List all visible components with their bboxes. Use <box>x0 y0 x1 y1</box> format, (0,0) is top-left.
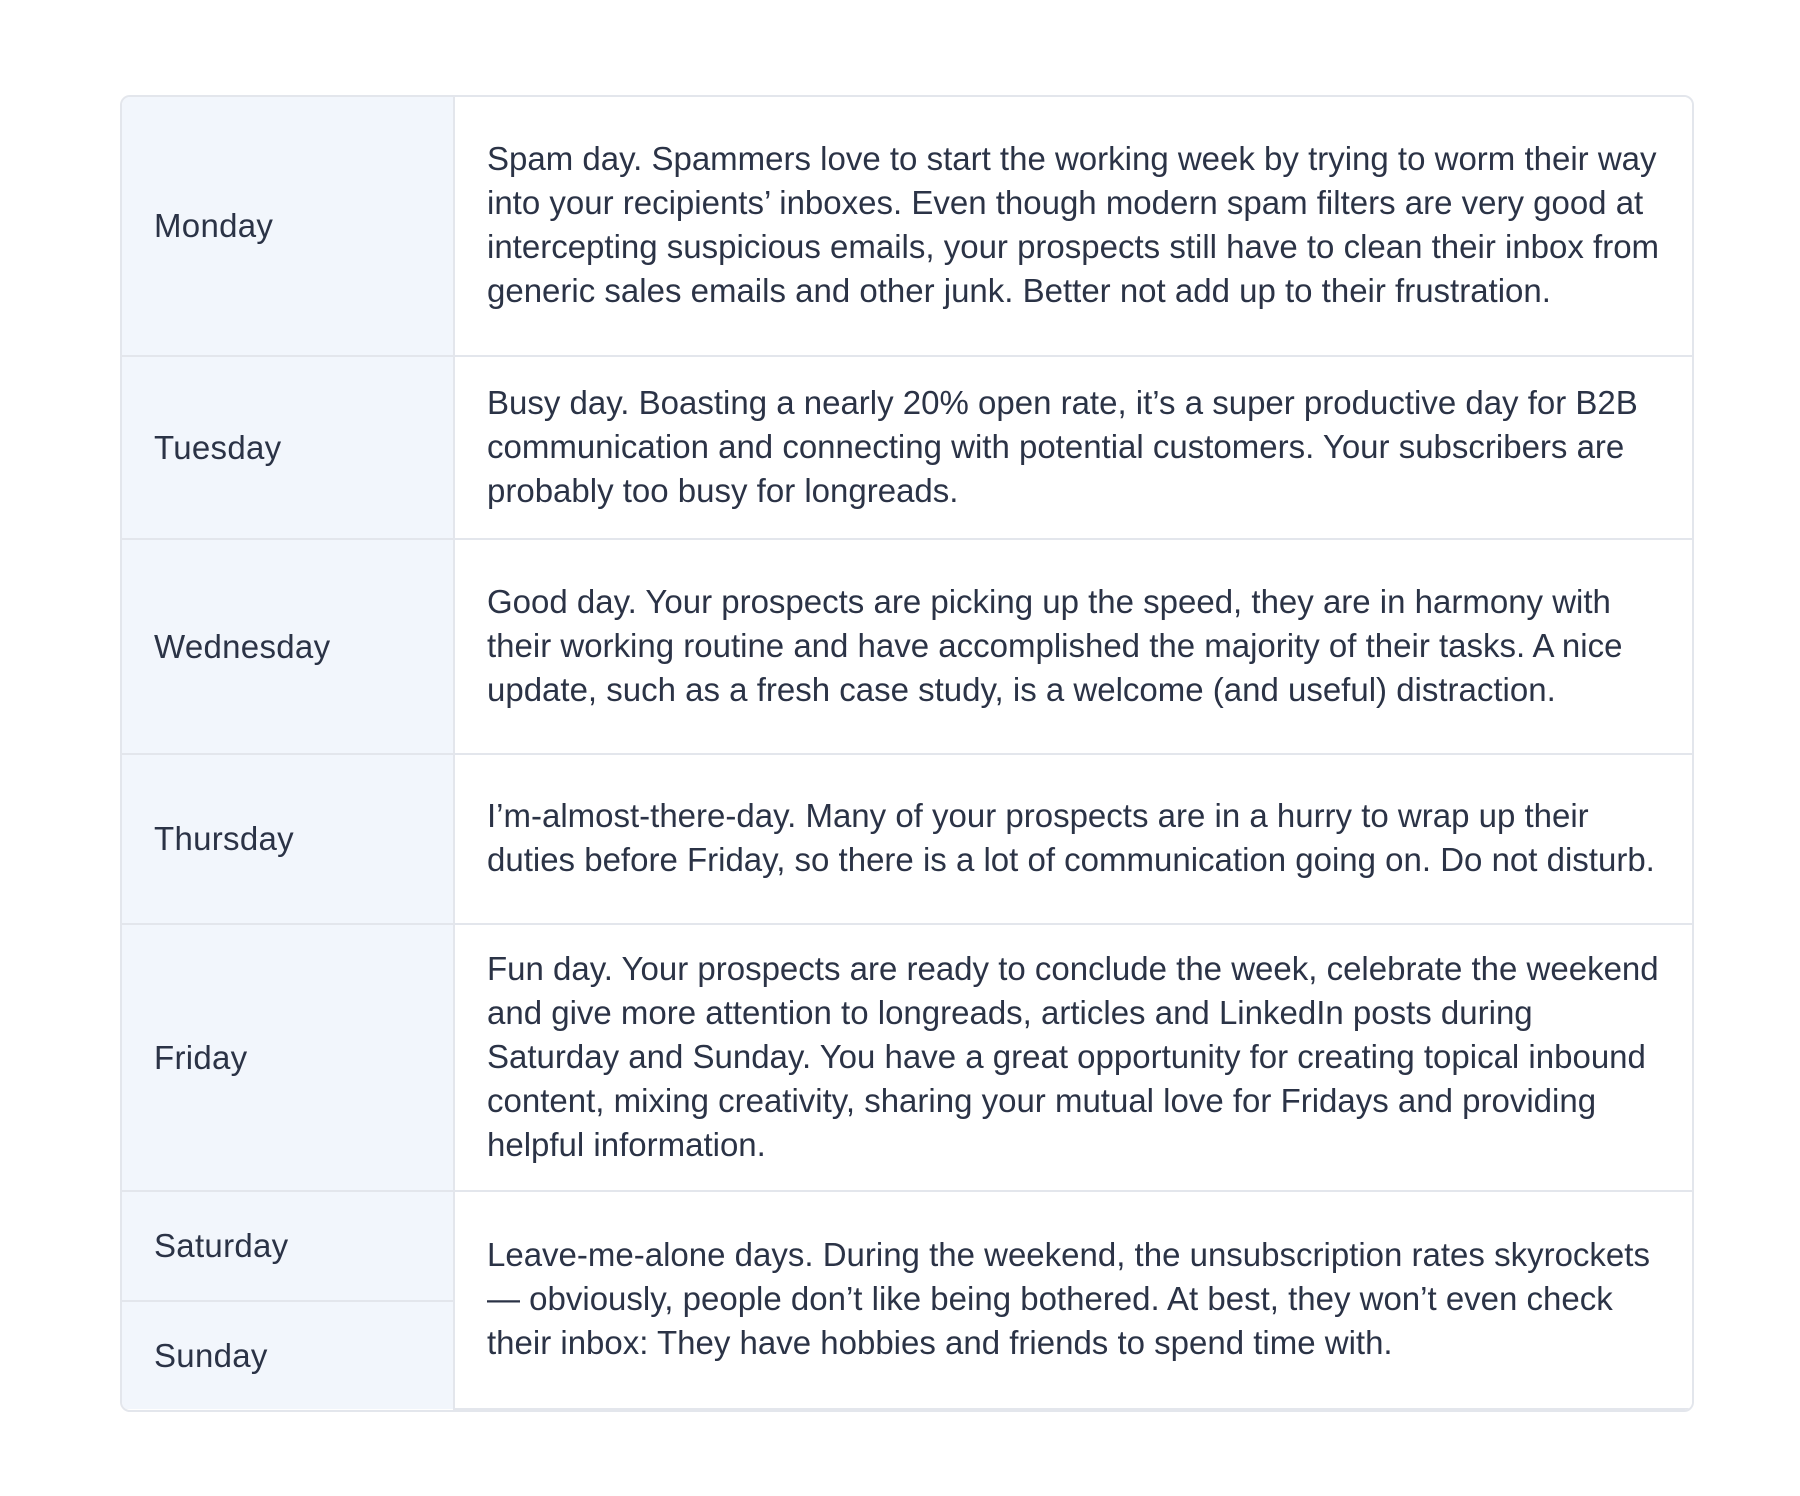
table-row-tuesday <box>122 356 1692 539</box>
day-label-wednesday: Wednesday <box>122 539 454 754</box>
day-description-wednesday: Good day. Your prospects are picking up the speed, they are in harmony with their working routine and have accomplished the majority of their tasks. A nice update, such as a fresh case study, is a welcome (and useful) distraction. <box>454 539 1692 754</box>
day-description-weekend: Leave-me-alone days. During the weekend, the unsubscription rates skyrockets — obviously, people don’t like being bothered. At best, they won’t even check their inbox: They have hobbies and friends to spend time with. <box>454 1191 1692 1409</box>
table-row-friday <box>122 924 1692 1191</box>
day-label-sunday: Sunday <box>122 1301 454 1409</box>
weekday-email-table <box>120 95 1694 1412</box>
table-row-thursday <box>122 754 1692 924</box>
day-label-tuesday: Tuesday <box>122 356 454 539</box>
day-label-saturday: Saturday <box>122 1191 454 1301</box>
table-row-monday <box>122 97 1692 356</box>
day-description-thursday: I’m-almost-there-day. Many of your prospects are in a hurry to wrap up their duties before Friday, so there is a lot of communication going on. Do not disturb. <box>454 754 1692 924</box>
weekday-table <box>122 97 1692 1410</box>
day-description-tuesday: Busy day. Boasting a nearly 20% open rate, it’s a super productive day for B2B communication and connecting with potential customers. Your subscribers are probably too busy for longreads. <box>454 356 1692 539</box>
day-description-monday: Spam day. Spammers love to start the working week by trying to worm their way into your recipients’ inboxes. Even though modern spam filters are very good at intercepting suspicious emails, your prospects still have to clean their inbox from generic sales emails and other junk. Better not add up to their frustration. <box>454 97 1692 356</box>
day-description-friday: Fun day. Your prospects are ready to conclude the week, celebrate the weekend and give more attention to longreads, articles and LinkedIn posts during Saturday and Sunday. You have a great opportunity for creating topical inbound content, mixing creativity, sharing your mutual love for Fridays and providing helpful information. <box>454 924 1692 1191</box>
day-label-thursday: Thursday <box>122 754 454 924</box>
day-label-monday: Monday <box>122 97 454 356</box>
table-row-wednesday <box>122 539 1692 754</box>
day-label-friday: Friday <box>122 924 454 1191</box>
table-row-saturday <box>122 1191 1692 1301</box>
